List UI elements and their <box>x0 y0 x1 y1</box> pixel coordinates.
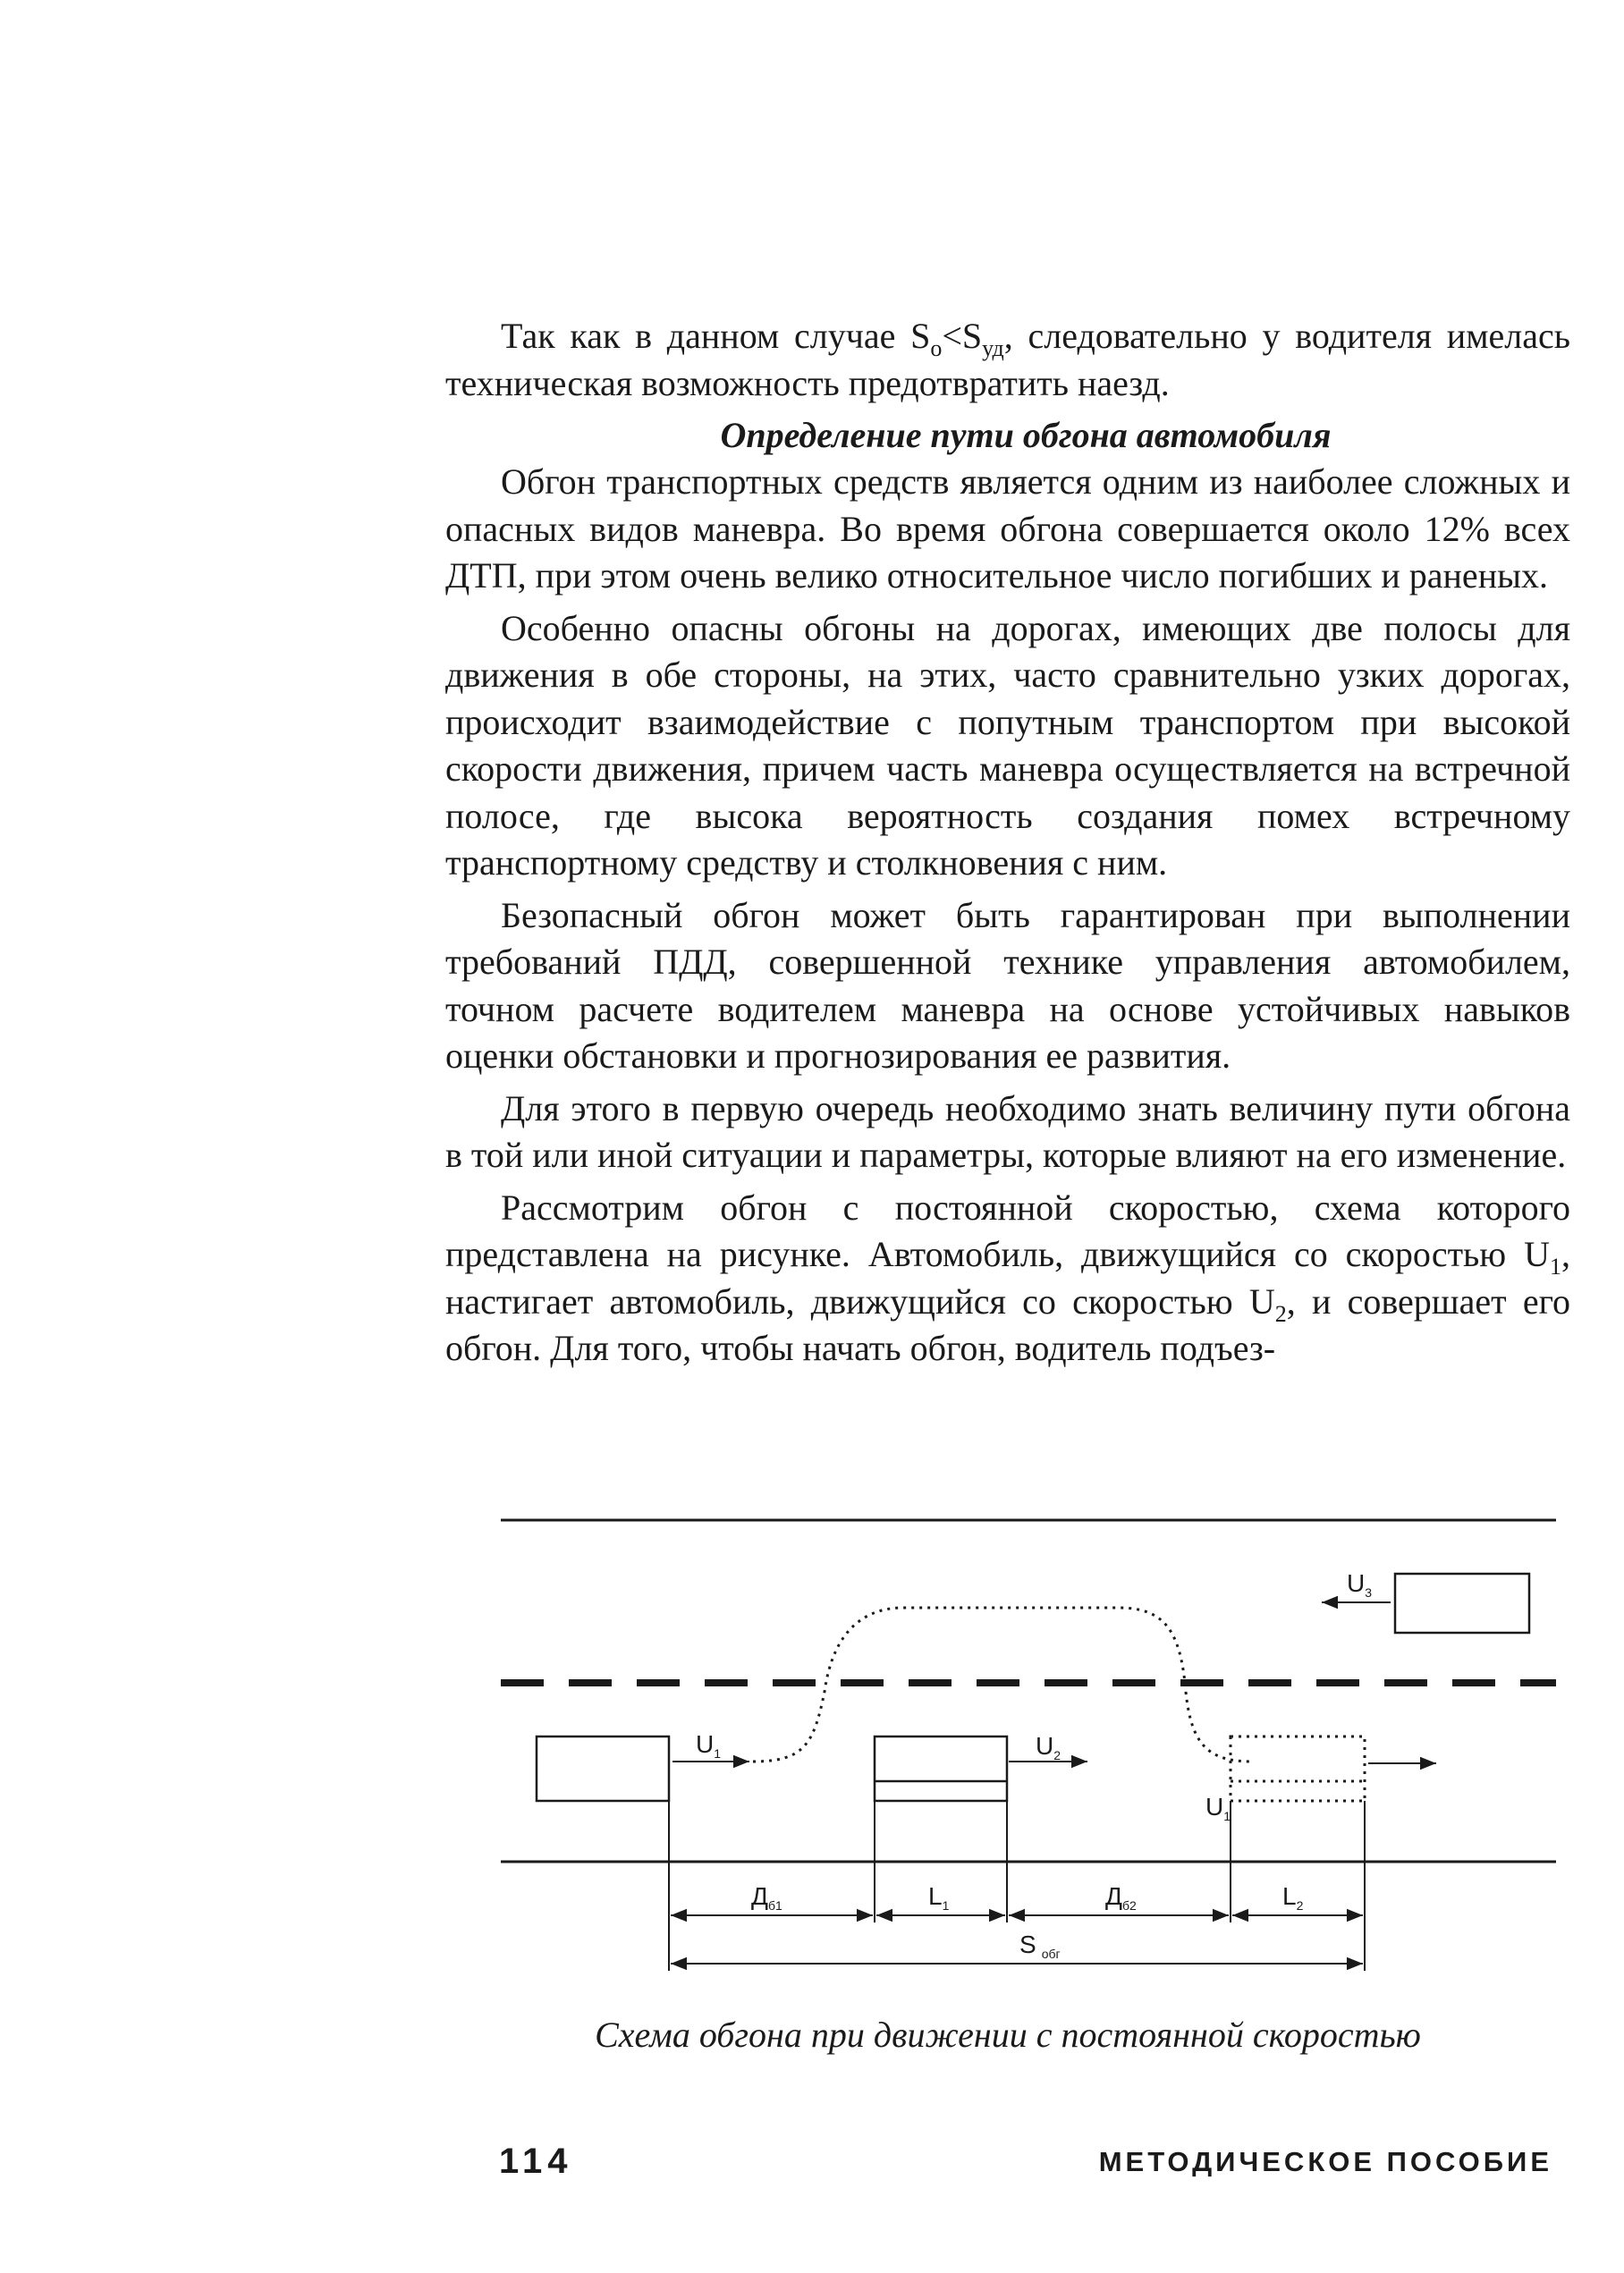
svg-text:U3: $U_3$ <box>1347 1569 1373 1600</box>
paragraph-3: Безопасный обгон может быть гарантирован при выполнении требований ПДД, совершенной технике управления автомобилем, точном расчете водителем маневра на основе устойчивых навыков оценки обстановки и прогнозирования ее развития. <box>445 894 1570 1076</box>
svg-text:L1: $L_1$ <box>928 1882 950 1913</box>
svg-text:U1: $U_1$ <box>696 1730 722 1761</box>
paragraph-intro: Так как в данном случае $S_о<S_{уд}$, следовательно у водителя имелась техническая возможность предотвратить наезд. <box>445 316 1570 403</box>
svg-text:Дб1: $Д_{б1}$ <box>751 1882 782 1913</box>
paragraph-4: Для этого в первую очередь необходимо знать величину пути обгона в той или иной ситуации и параметры, которые влияют на его изменение. <box>445 1087 1570 1175</box>
svg-text:Дб2: $Д_{б2}$ <box>1105 1882 1137 1913</box>
svg-text:U1: $U_1$ <box>1205 1793 1231 1823</box>
svg-text:L2: $L_2$ <box>1282 1882 1304 1913</box>
svg-text:Sобг: S $_{обг}$ <box>1019 1931 1061 1961</box>
overtaking-vehicle-end <box>1231 1736 1365 1801</box>
overtaking-diagram <box>501 1502 1556 1985</box>
paragraph-2: Особенно опасны обгоны на дорогах, имеющих две полосы для движения в обе стороны, на этих, часто сравнительно узких дорогах, происходит взаимодействие с попутным транспортом при высокой скорости движения, причем часть маневра осуществляется на встречной полосе, где высока вероятность создания помех встречному транспортному средству и столкновения с ним. <box>445 607 1570 883</box>
paragraph-1: Обгон транспортных средств является одним из наиболее сложных и опасных видов маневра. Во время обгона совершается около 12% всех ДТП, при этом очень велико относительное число погибших и раненых. <box>445 461 1570 596</box>
overtaken-vehicle <box>875 1736 1007 1801</box>
svg-text:U2: $U_2$ <box>1036 1732 1062 1762</box>
page-number: 114 <box>499 2142 573 2181</box>
overtaking-vehicle-start <box>537 1736 669 1801</box>
paragraph-5: Рассмотрим обгон с постоянной скоростью, схема которого представлена на рисунке. Автомобиль, движущийся со скоростью $U_1$, настигает автомобиль, движущийся со скоростью $U_2$, и совершает его обгон. Для того, чтобы начать обгон, водитель подъез- <box>445 1187 1570 1368</box>
oncoming-vehicle <box>1395 1574 1529 1633</box>
body-text <box>445 313 1570 1378</box>
section-heading: Определение пути обгона автомобиля <box>720 415 1332 455</box>
running-footer-title: МЕТОДИЧЕСКОЕ ПОСОБИЕ <box>1098 2146 1552 2177</box>
figure-caption: Схема обгона при движении с постоянной скоростью <box>595 2015 1421 2055</box>
